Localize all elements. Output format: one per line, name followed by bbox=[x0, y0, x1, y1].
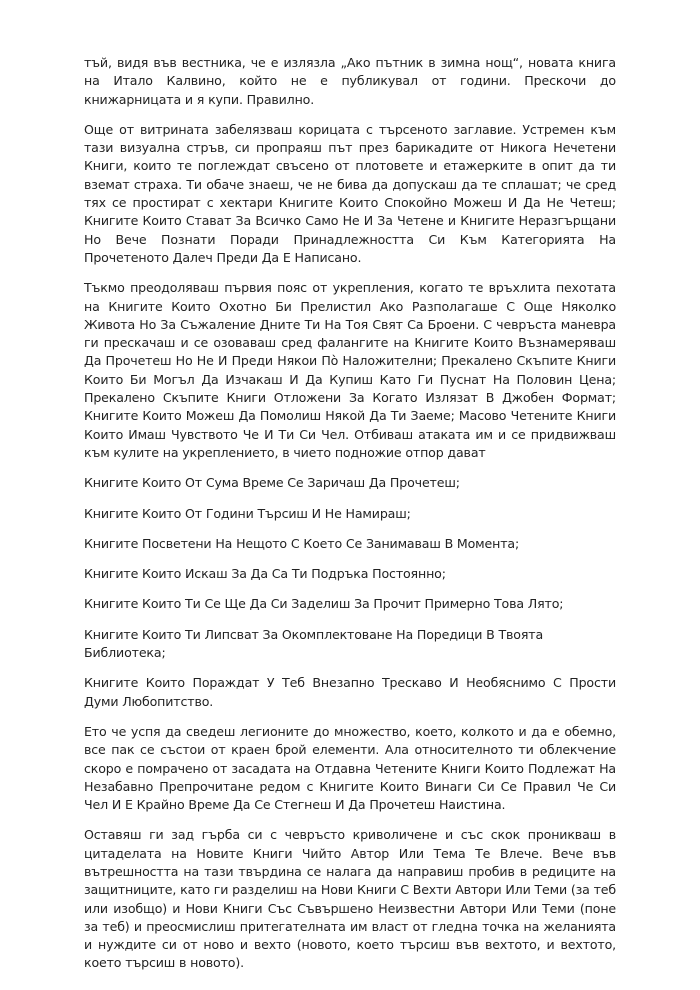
document-body bbox=[84, 54, 616, 985]
list-item: Книгите Които Ти Се Ще Да Си Заделиш За Прочит Примерно Това Лято; bbox=[84, 596, 564, 612]
paragraph-1: тъй, видя във вестника, че е излязла „Ако пътник в зимна нощ“, новата книга на Итало Калвино, който не е публикувал от години. Прескочи до книжарницата и я купи. Правилно. bbox=[84, 55, 616, 107]
list-item: Книгите Които Искаш За Да Са Ти Подръка Постоянно; bbox=[84, 566, 446, 582]
paragraph-3: Тъкмо преодоляваш първия пояс от укрепления, когато те връхлита пехотата на Книгите Които Охотно Би Прелистил Ако Разполагаше С Още Няколко Живота Но За Съжаление Дните Ти На Тоя Свят Са Броени. С чевръста маневра ги прескачаш и се озоваваш сред фалангите на Книгите Които Възнамеряваш Да Прочетеш Но Не И Преди Някои Пò Наложителни; Прекалено Скъпите Книги Които Би Могъл Да Изчакаш И Да Купиш Като Ги Пуснат На Половин Цена; Прекалено Скъпите Книги Отложени За Когато Излязат В Джобен Формат; Книгите Които Можеш Да Помолиш Някой Да Ти Заеме; Масово Четените Книги Които Имаш Чувството Че И Ти Си Чел. Отбиваш атаката им и се придвижваш към кулите на укреплението, в чието подножие отпор дават bbox=[84, 280, 616, 460]
list-item: Книгите Които Ти Липсват За Окомплектоване На Поредици В Твоята Библиотека; bbox=[84, 626, 544, 661]
list-item: Книгите Които От Години Търсиш И Не Намираш; bbox=[84, 505, 411, 521]
paragraph-2: Още от витрината забелязваш корицата с търсеното заглавие. Устремен към тази визуална стръв, си пропраяш път през барикадите от Никога Нечетени Книги, които те поглеждат свъсено от плотовете и етажерките в опит да ти вземат страха. Ти обаче знаеш, че не бива да допускаш да те сплашат; че сред тях се простират с хектари Книгите Които Спокойно Можеш И Да Не Четеш; Книгите Които Стават За Всичко Само Не И За Четене и Книгите Неразгърщани Но Вече Познати Поради Принадлежността Си Към Категорията На Прочетеното Далеч Преди Да Е Написано. bbox=[84, 121, 616, 265]
list-item: Книгите Посветени На Нещото С Което Се Занимаваш В Момента; bbox=[84, 535, 520, 551]
list-item: Книгите Които Пораждат У Теб Внезапно Трескаво И Необяснимо С Прости Думи Любопитство. bbox=[84, 675, 616, 709]
list-item: Книгите Които От Сума Време Се Заричаш Да Прочетеш; bbox=[84, 475, 460, 491]
paragraph-4: Ето че успя да сведеш легионите до множество, което, колкото и да е обемно, все пак се състои от краен брой елементи. Ала относителното ти облекчение скоро е помрачено от засадата на Отдавна Четените Книги Които Подлежат На Незабавно Препрочитане редом с Книгите Които Винаги Си Се Правил Че Си Чел И Е Крайно Време Да Се Стегнеш И Да Прочетеш Наистина. bbox=[84, 723, 616, 813]
paragraph-5: Оставяш ги зад гърба си с чевръсто криволичене и със скок проникваш в цитаделата на Новите Книги Чийто Автор Или Тема Те Влече. Вече във вътрешността на тази твърдина се налага да направиш пробив в редиците на защитниците, като ги разделиш на Нови Книги С Вехти Автори Или Теми (за теб или изобщо) и Нови Книги Със Съвършено Неизвестни Автори Или Теми (поне за теб) и преосмислиш притегателната им власт от гледна точка на желанията и нуждите си от ново и вехто (новото, което търсиш във вехтото, и вехтото, което търсиш в новото). bbox=[84, 827, 616, 971]
